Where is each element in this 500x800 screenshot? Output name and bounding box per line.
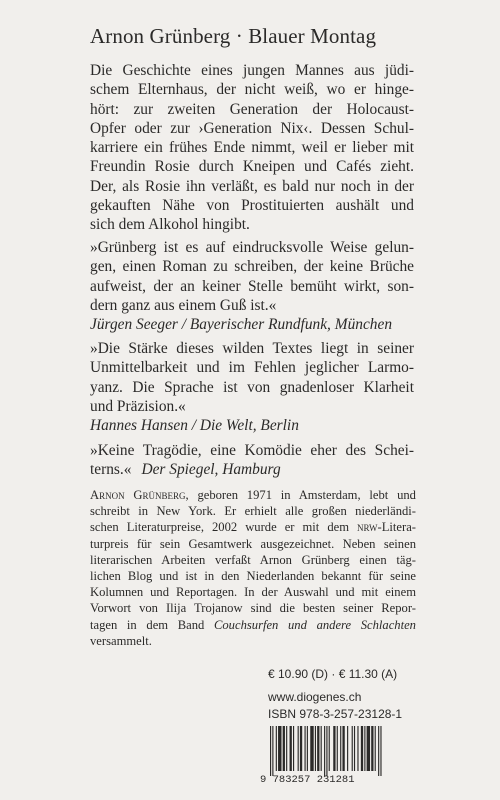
bio-line: Vorwort von Ilija Trojanow sind die besten seiner Repor- <box>90 601 416 616</box>
quote-line: gen, einen Roman zu schreiben, der keine Brüche <box>90 258 414 276</box>
barcode-bar <box>378 726 379 776</box>
barcode-bar <box>270 726 271 776</box>
barcode <box>258 726 416 784</box>
author-bio <box>90 487 416 649</box>
barcode-bar <box>361 726 363 771</box>
quote-source: Hannes Hansen / Die Welt, Berlin <box>90 417 299 435</box>
quote-line: Unmittelbarkeit und im Fehlen jeglicher Larmo- <box>90 359 414 377</box>
barcode-bar <box>354 726 355 771</box>
blurb-line: karriere ein frühes Ende nimmt, weil er lieber mit <box>90 139 414 157</box>
barcode-bar <box>315 726 316 771</box>
barcode-bar <box>357 726 358 771</box>
barcode-digits: 9 783257 231281 <box>260 774 355 784</box>
barcode-bar <box>340 726 341 771</box>
blurb-line: Opfer oder zur ›Generation Nix‹. Dessen Schul- <box>90 119 414 137</box>
quote-line: und Präzision.« <box>90 397 186 415</box>
barcode-bar <box>337 726 338 771</box>
barcode-bar <box>321 726 322 771</box>
barcode-bar <box>305 726 306 771</box>
bio-line: literarischen Arbeiten verfaßt Arnon Grünberg einen täg- <box>90 552 416 567</box>
quote-line: »Keine Tragödie, eine Komödie eher des Schei- <box>90 442 414 459</box>
blurb-paragraph <box>90 61 414 235</box>
barcode-bar <box>367 726 370 771</box>
barcode-bar <box>347 726 348 771</box>
barcode-bar <box>283 726 285 771</box>
barcode-bar <box>298 726 299 771</box>
blurb-line: gekauften Nähe von Prostituierten aushält und <box>90 197 414 215</box>
book-title-reference: Couchsurfen und andere Schlachten <box>213 617 416 632</box>
barcode-bar <box>310 726 313 771</box>
blurb-line: hört: zur zweiten Generation der Holocaust- <box>90 100 414 118</box>
quote-line: »Grünberg ist es auf eindrucksvolle Weise gelun- <box>90 239 414 256</box>
barcode-bar <box>317 726 319 771</box>
barcode-bar <box>342 726 344 771</box>
blurb-line: Der, als Rosie ihn verläßt, es bald nur noch in der <box>90 177 414 195</box>
review-quote-1 <box>90 238 414 334</box>
bio-line: turpreis für sein Gesamtwerk ausgezeichnet. Neben seinen <box>90 536 416 551</box>
quote-line: aufweist, der an keiner Stelle bemüht wirkt, son- <box>90 277 414 295</box>
barcode-bar <box>276 726 277 771</box>
barcode-bar <box>375 726 376 771</box>
barcode-bar <box>352 726 353 771</box>
quote-source: Der Spiegel, Hamburg <box>141 461 281 479</box>
bio-line: schen Literaturpreise, 2002 wurde er mit dem nrw-Litera- <box>90 520 416 535</box>
price-label: € 10.90 (D) · € 11.30 (A) <box>268 667 398 681</box>
barcode-bar <box>293 726 294 771</box>
book-title-header: Arnon Grünberg · Blauer Montag <box>90 24 377 48</box>
author-name: Arnon Grünberg <box>90 488 186 502</box>
barcode-bar <box>290 726 292 771</box>
barcode-bar <box>380 726 381 776</box>
bio-line: lichen Blog und ist in den Niederlanden bekannt für seine <box>90 569 416 584</box>
bio-line: Arnon Grünberg, geboren 1971 in Amsterdam, lebt und <box>90 488 416 502</box>
quote-source: Jürgen Seeger / Bayerischer Rundfunk, München <box>90 316 393 334</box>
bio-line: schreibt in New York. Er erhielt alle großen niederländi- <box>90 504 416 519</box>
barcode-bar <box>371 726 373 771</box>
barcode-bar <box>307 726 308 771</box>
bio-line: Kolumnen und Reportagen. In der Auswahl und mit einem <box>90 585 416 600</box>
publisher-url: www.diogenes.ch <box>268 690 362 704</box>
blurb-line: schem Elternhaus, der nicht weiß, wo er hinge- <box>90 81 414 99</box>
isbn-label: ISBN 978-3-257-23128-1 <box>268 707 403 721</box>
barcode-bar <box>286 726 287 771</box>
quote-line: terns.« Der Spiegel, Hamburg <box>90 461 281 479</box>
bio-line: versammelt. <box>90 633 152 648</box>
barcode-bar <box>272 726 273 776</box>
bio-line: tagen in dem Band Couchsurfen und andere Schlachten <box>90 617 416 632</box>
quote-line: yanz. Die Sprache ist von gnadenloser Klarheit <box>90 378 414 396</box>
blurb-line: Die Geschichte eines jungen Mannes aus jüdi- <box>90 62 414 79</box>
blurb-line: sich dem Alkohol hingibt. <box>90 216 250 234</box>
barcode-bar <box>333 726 335 771</box>
barcode-bar <box>278 726 281 771</box>
barcode-bar <box>324 726 325 776</box>
quote-line: »Die Stärke dieses wilden Textes liegt in seiner <box>90 340 414 357</box>
blurb-line: Freundin Rosie durch Kneipen und Cafés zieht. <box>90 158 414 176</box>
barcode-bar <box>326 726 327 776</box>
barcode-icon <box>258 726 416 784</box>
barcode-bar <box>329 726 330 771</box>
review-quote-3 <box>90 441 414 480</box>
barcode-bar <box>300 726 302 771</box>
quote-line: dern ganz aus einem Guß ist.« <box>90 296 277 314</box>
review-quote-2 <box>90 339 414 435</box>
barcode-bar <box>364 726 365 771</box>
